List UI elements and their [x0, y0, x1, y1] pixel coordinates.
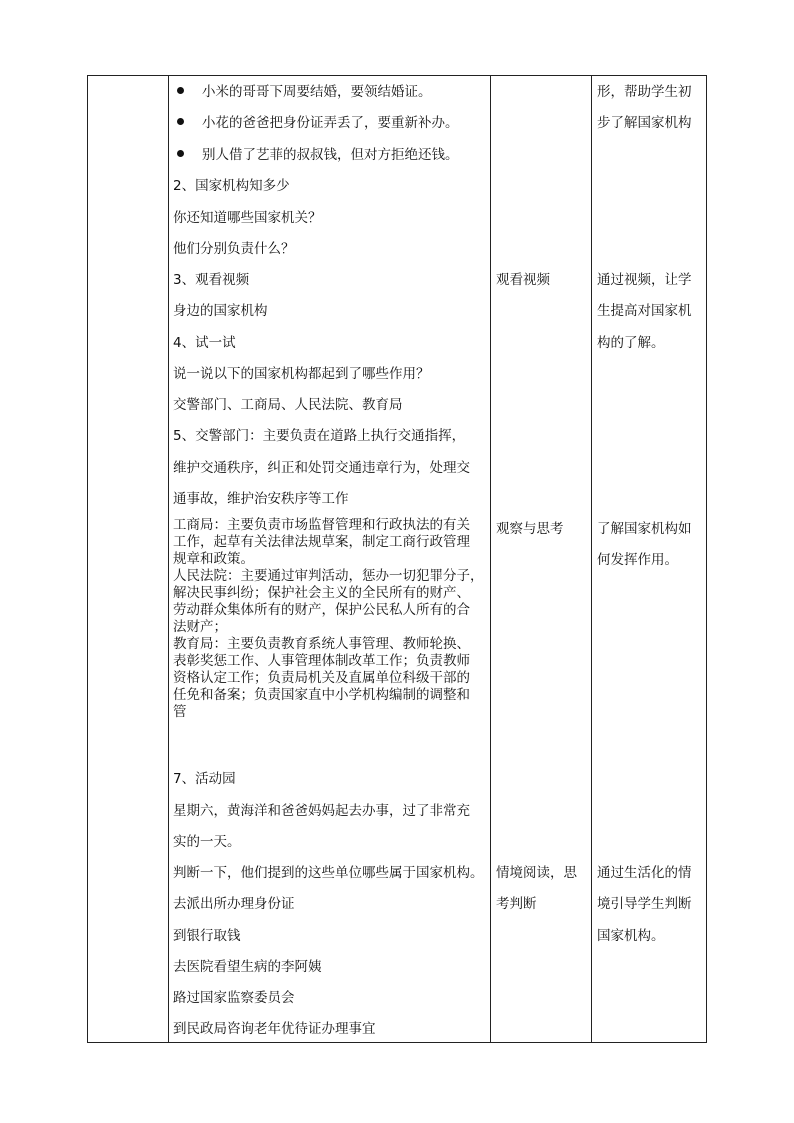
intent-text: 通过视频，让学 [597, 272, 692, 288]
intent-text: 形，帮助学生初 [597, 84, 692, 100]
question: 判断一下，他们提到的这些单位哪些属于国家机构。 [173, 865, 484, 881]
content-column [168, 76, 490, 1042]
question: 他们分别负责什么？ [173, 241, 295, 257]
list-item: 去派出所办理身份证 [173, 896, 295, 912]
intent-text: 境引导学生判断 [597, 896, 692, 912]
activity-column [490, 76, 591, 1042]
intent-text: 何发挥作用。 [597, 552, 678, 568]
activity-text: 考判断 [496, 896, 537, 912]
activity-text: 观看视频 [496, 272, 550, 288]
section-text: 交警部门、工商局、人民法院、教育局 [173, 397, 403, 413]
section-title: 7、活动园 [173, 771, 236, 787]
question: 说一说以下的国家机构都起到了哪些作用？ [173, 366, 430, 382]
bullet-icon [177, 150, 184, 157]
section-text: 身边的国家机构 [173, 303, 268, 319]
list-item: 到银行取钱 [173, 928, 241, 944]
list-item: 去医院看望生病的李阿姨 [173, 959, 322, 975]
paragraph-line: 通事故，维护治安秩序等工作 [173, 491, 349, 507]
activity-text: 观察与思考 [496, 521, 564, 537]
intent-text: 了解国家机构如 [597, 521, 692, 537]
intent-text: 步了解国家机构 [597, 115, 692, 131]
activity-text: 情境阅读，思 [496, 865, 577, 881]
section-title: 3、观看视频 [173, 272, 250, 288]
bullet-icon [177, 118, 184, 125]
paragraph-line: 星期六，黄海洋和爸爸妈妈起去办事，过了非常充 [173, 803, 470, 819]
intent-text: 通过生活化的情 [597, 865, 692, 881]
bullet-item: 别人借了艺菲的叔叔钱，但对方拒绝还钱。 [173, 146, 490, 164]
intent-column [591, 76, 708, 1042]
list-item: 路过国家监察委员会 [173, 990, 295, 1006]
list-item: 到民政局咨询老年优待证办理事宜 [173, 1021, 376, 1037]
bullet-icon [177, 87, 184, 94]
lesson-table [87, 75, 707, 1043]
section-title: 4、试一试 [173, 335, 236, 351]
intent-text: 生提高对国家机 [597, 303, 692, 319]
paragraph-line: 实的一天。 [173, 834, 241, 850]
intent-text: 国家机构。 [597, 928, 665, 944]
gongshangju-paragraph: 工商局：主要负责市场监督管理和行政执法的有关 工作，起草有关法律法规草案，制定工商行政管理 规章和政策。 人民法院：主要通过审判活动，惩办一切犯罪分子， 解决民事纠纷；保护社会主义的全民所有的财产、 劳动群众集体所有的财产，保护公民私人所有的合 法财产； 教育局：主要负责教育系统人事管理、教师轮换、 表彰奖惩工作、人事管理体制改革工作；负责教师 资格认定工作；负责局机关及直属单位科级干部的 任免和备案；负责国家直中小学机构编制的调整和 管 [173, 517, 484, 720]
intent-text: 构的了解。 [597, 335, 665, 351]
paragraph-line: 5、交警部门：主要负责在道路上执行交通指挥， [173, 428, 466, 444]
section-title: 2、国家机构知多少 [173, 178, 290, 194]
paragraph-line: 维护交通秩序，纠正和处罚交通违章行为，处理交 [173, 460, 470, 476]
bullet-item: 小花的爸爸把身份证弄丢了，要重新补办。 [173, 114, 490, 132]
question: 你还知道哪些国家机关？ [173, 210, 322, 226]
bullet-item: 小米的哥哥下周要结婚，要领结婚证。 [173, 83, 490, 101]
